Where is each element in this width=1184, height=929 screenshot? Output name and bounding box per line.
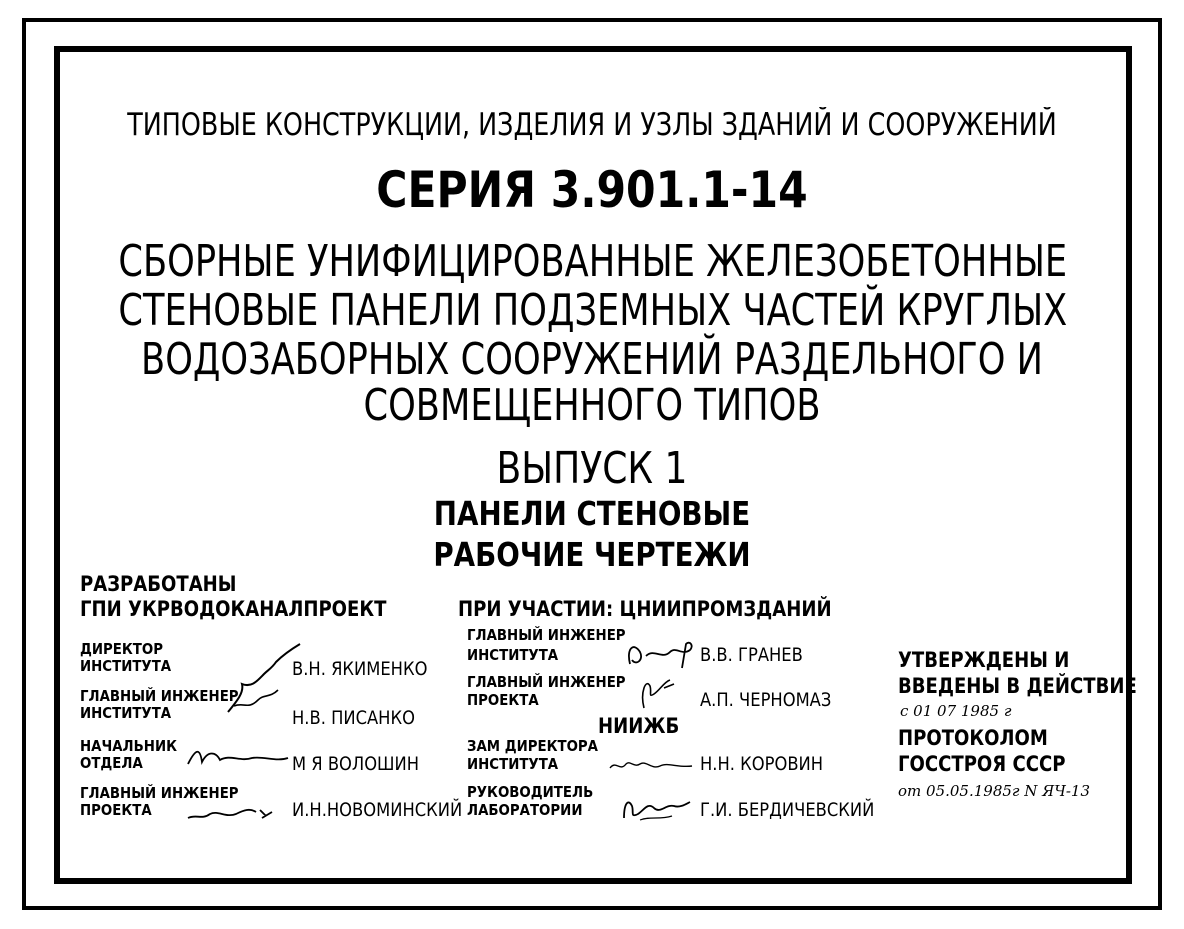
developer-label: РАЗРАБОТАНЫ (80, 572, 237, 596)
name-korovin: Н.Н. КОРОВИН (700, 753, 824, 775)
signature-chernomaz-icon (636, 672, 678, 712)
role-korovin-1: ЗАМ ДИРЕКТОРА (467, 737, 599, 755)
role-project-eng-2: ПРОЕКТА (80, 801, 152, 819)
role-chief-eng-2: ИНСТИТУТА (80, 704, 172, 722)
title-line-1: СБОРНЫЕ УНИФИЦИРОВАННЫЕ ЖЕЛЕЗОБЕТОННЫЕ (118, 236, 1068, 287)
signature-voloshin-icon (186, 744, 290, 770)
title-line-2: СТЕНОВЫЕ ПАНЕЛИ ПОДЗЕМНЫХ ЧАСТЕЙ КРУГЛЫХ (118, 285, 1068, 336)
role-chernomaz-2: ПРОЕКТА (467, 691, 539, 709)
role-project-eng-1: ГЛАВНЫЙ ИНЖЕНЕР (80, 784, 239, 802)
role-director-1: ДИРЕКТОР (80, 640, 164, 658)
name-granev: В.В. ГРАНЕВ (700, 644, 803, 666)
signature-berdichevsky-icon (620, 794, 692, 824)
role-granev-2: ИНСТИТУТА (467, 646, 559, 664)
role-dept-head-2: ОТДЕЛА (80, 754, 143, 772)
title-line-3: ВОДОЗАБОРНЫХ СООРУЖЕНИЙ РАЗДЕЛЬНОГО И (141, 334, 1043, 385)
role-director-2: ИНСТИТУТА (80, 657, 172, 675)
name-yakimenko: В.Н. ЯКИМЕНКО (292, 658, 428, 680)
role-korovin-2: ИНСТИТУТА (467, 755, 559, 773)
role-berdichevsky-1: РУКОВОДИТЕЛЬ (467, 783, 594, 801)
name-chernomaz: А.П. ЧЕРНОМАЗ (700, 689, 832, 711)
signature-korovin-icon (608, 754, 694, 776)
signature-novominsky-icon (186, 800, 274, 826)
approval-line-4: ГОССТРОЯ СССР (898, 752, 1066, 776)
approval-protocol: от 05.05.1985г N ЯЧ-13 (898, 782, 1091, 800)
approval-line-2: ВВЕДЕНЫ В ДЕЙСТВИЕ (898, 674, 1137, 698)
approval-date: с 01 07 1985 г (900, 702, 1012, 720)
name-novominsky: И.Н.НОВОМИНСКИЙ (292, 799, 463, 821)
role-granev-1: ГЛАВНЫЙ ИНЖЕНЕР (467, 626, 626, 644)
title-line-4: СОВМЕЩЕННОГО ТИПОВ (363, 380, 821, 431)
participation-org-2: НИИЖБ (598, 714, 680, 738)
role-dept-head-1: НАЧАЛЬНИК (80, 737, 178, 755)
role-chernomaz-1: ГЛАВНЫЙ ИНЖЕНЕР (467, 673, 626, 691)
developer-org: ГПИ УКРВОДОКАНАЛПРОЕКТ (80, 597, 387, 621)
signature-granev-icon (624, 638, 696, 672)
approval-line-3: ПРОТОКОЛОМ (898, 726, 1048, 750)
series-number: СЕРИЯ 3.901.1-14 (376, 161, 808, 219)
role-berdichevsky-2: ЛАБОРАТОРИИ (467, 801, 583, 819)
name-berdichevsky: Г.И. БЕРДИЧЕВСКИЙ (700, 799, 875, 821)
participation-org: ПРИ УЧАСТИИ: ЦНИИПРОМЗДАНИЙ (458, 597, 832, 621)
issue-subtitle-2: РАБОЧИЕ ЧЕРТЕЖИ (433, 535, 751, 574)
issue-subtitle-1: ПАНЕЛИ СТЕНОВЫЕ (433, 494, 751, 533)
name-voloshin: М Я ВОЛОШИН (292, 753, 420, 775)
signature-yakimenko-icon (224, 640, 304, 722)
issue-label: ВЫПУСК 1 (496, 443, 688, 494)
approval-line-1: УТВЕРЖДЕНЫ И (898, 648, 1070, 672)
category-heading: ТИПОВЫЕ КОНСТРУКЦИИ, ИЗДЕЛИЯ И УЗЛЫ ЗДАНИЙ И СООРУЖЕНИЙ (127, 107, 1057, 143)
role-chief-eng-1: ГЛАВНЫЙ ИНЖЕНЕР (80, 687, 239, 705)
name-pisanko: Н.В. ПИСАНКО (292, 707, 415, 729)
